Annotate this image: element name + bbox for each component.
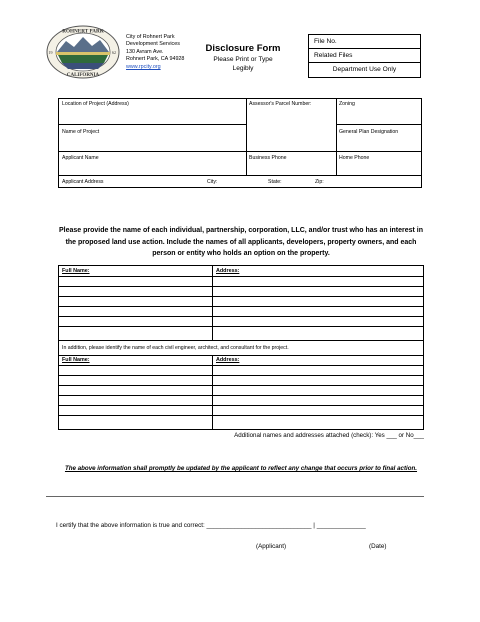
table-rule: [59, 151, 421, 152]
seal-year-right: 62: [112, 50, 116, 55]
divider: [46, 496, 424, 497]
instructions-text: Please provide the name of each individual, partnership, corporation, LLC, and/or trust who has an interest in the proposed land use action. Include the names of all applicants, developers, property owners, and each person or entity who holds an option on the property.: [58, 227, 424, 257]
table-row[interactable]: [59, 296, 423, 297]
table-rule: [212, 355, 213, 429]
full-name-header: Full Name:: [62, 268, 90, 274]
consultants-note: In addition, please identify the name of each civil engineer, architect, and consultant for the project.: [62, 345, 289, 351]
table-row[interactable]: [59, 415, 423, 416]
subtitle-line: Please Print or Type: [213, 56, 273, 63]
subtitle-line: Legibly: [232, 64, 254, 72]
zip-field[interactable]: Zip:: [315, 179, 324, 185]
table-rule: [59, 355, 423, 356]
seal-top-text: ROHNERT PARK: [62, 28, 104, 35]
city-seal-logo: [46, 25, 120, 79]
address-line: City of Rohnert Park: [126, 34, 175, 40]
applicant-address-field[interactable]: Applicant Address: [62, 179, 104, 185]
table-row[interactable]: [59, 286, 423, 287]
table-rule: [336, 99, 337, 175]
city-field[interactable]: City:: [207, 179, 218, 185]
address-block: [126, 34, 184, 71]
parcel-number-field[interactable]: Assessor's Parcel Number:: [249, 101, 312, 107]
address-header: Address:: [216, 357, 240, 363]
form-title: Disclosure Form: [205, 43, 281, 54]
file-no-field[interactable]: File No.: [309, 35, 420, 49]
full-name-header: Full Name:: [62, 357, 90, 363]
table-rule: [59, 175, 421, 176]
table-row[interactable]: [59, 276, 423, 277]
update-notice: The above information shall promptly be updated by the applicant to reflect any change that occurs prior to final action.: [64, 465, 418, 472]
website-link[interactable]: www.rpcity.org: [126, 63, 161, 70]
certification-signature-line[interactable]: I certify that the above information is true and correct: ______________________________ | ______________: [56, 522, 366, 529]
consultants-table: [58, 341, 424, 430]
table-row[interactable]: [59, 365, 423, 366]
general-plan-field[interactable]: General Plan Designation: [339, 129, 399, 135]
office-use-box: [308, 34, 421, 78]
department-use-label: Department Use Only: [332, 66, 397, 73]
table-rule: [59, 124, 246, 125]
table-row[interactable]: [59, 395, 423, 396]
applicant-name-field[interactable]: Applicant Name: [62, 155, 99, 161]
home-phone-field[interactable]: Home Phone: [339, 155, 370, 161]
address-line: Development Services: [126, 41, 180, 48]
zoning-field[interactable]: Zoning: [339, 101, 355, 107]
table-row[interactable]: [59, 326, 423, 327]
date-label: (Date): [369, 543, 387, 550]
business-phone-field[interactable]: Business Phone: [249, 155, 287, 161]
project-name-field[interactable]: Name of Project: [62, 129, 100, 135]
seal-year-left: 19: [48, 50, 53, 55]
table-row[interactable]: [59, 306, 423, 307]
applicant-label: (Applicant): [256, 543, 287, 550]
address-line: 130 Avram Ave.: [126, 48, 164, 55]
additional-names-checkbox-line[interactable]: Additional names and addresses attached (check): Yes ___ or No___: [234, 432, 424, 439]
interest-holders-table: [58, 265, 424, 341]
table-rule: [336, 124, 422, 125]
related-files-field[interactable]: Related Files: [309, 49, 420, 63]
state-field[interactable]: State:: [268, 179, 282, 185]
address-line: Rohnert Park, CA 94928: [126, 56, 185, 63]
location-field[interactable]: Location of Project (Address): [62, 101, 129, 107]
table-row[interactable]: [59, 405, 423, 406]
table-row[interactable]: [59, 316, 423, 317]
table-rule: [246, 99, 247, 175]
project-info-table: [58, 98, 422, 188]
table-row[interactable]: [59, 385, 423, 386]
address-header: Address:: [216, 268, 240, 274]
form-subtitle: [198, 56, 288, 73]
table-row[interactable]: [59, 375, 423, 376]
seal-bottom-text: CALIFORNIA: [66, 73, 100, 78]
table-rule: [212, 266, 213, 340]
